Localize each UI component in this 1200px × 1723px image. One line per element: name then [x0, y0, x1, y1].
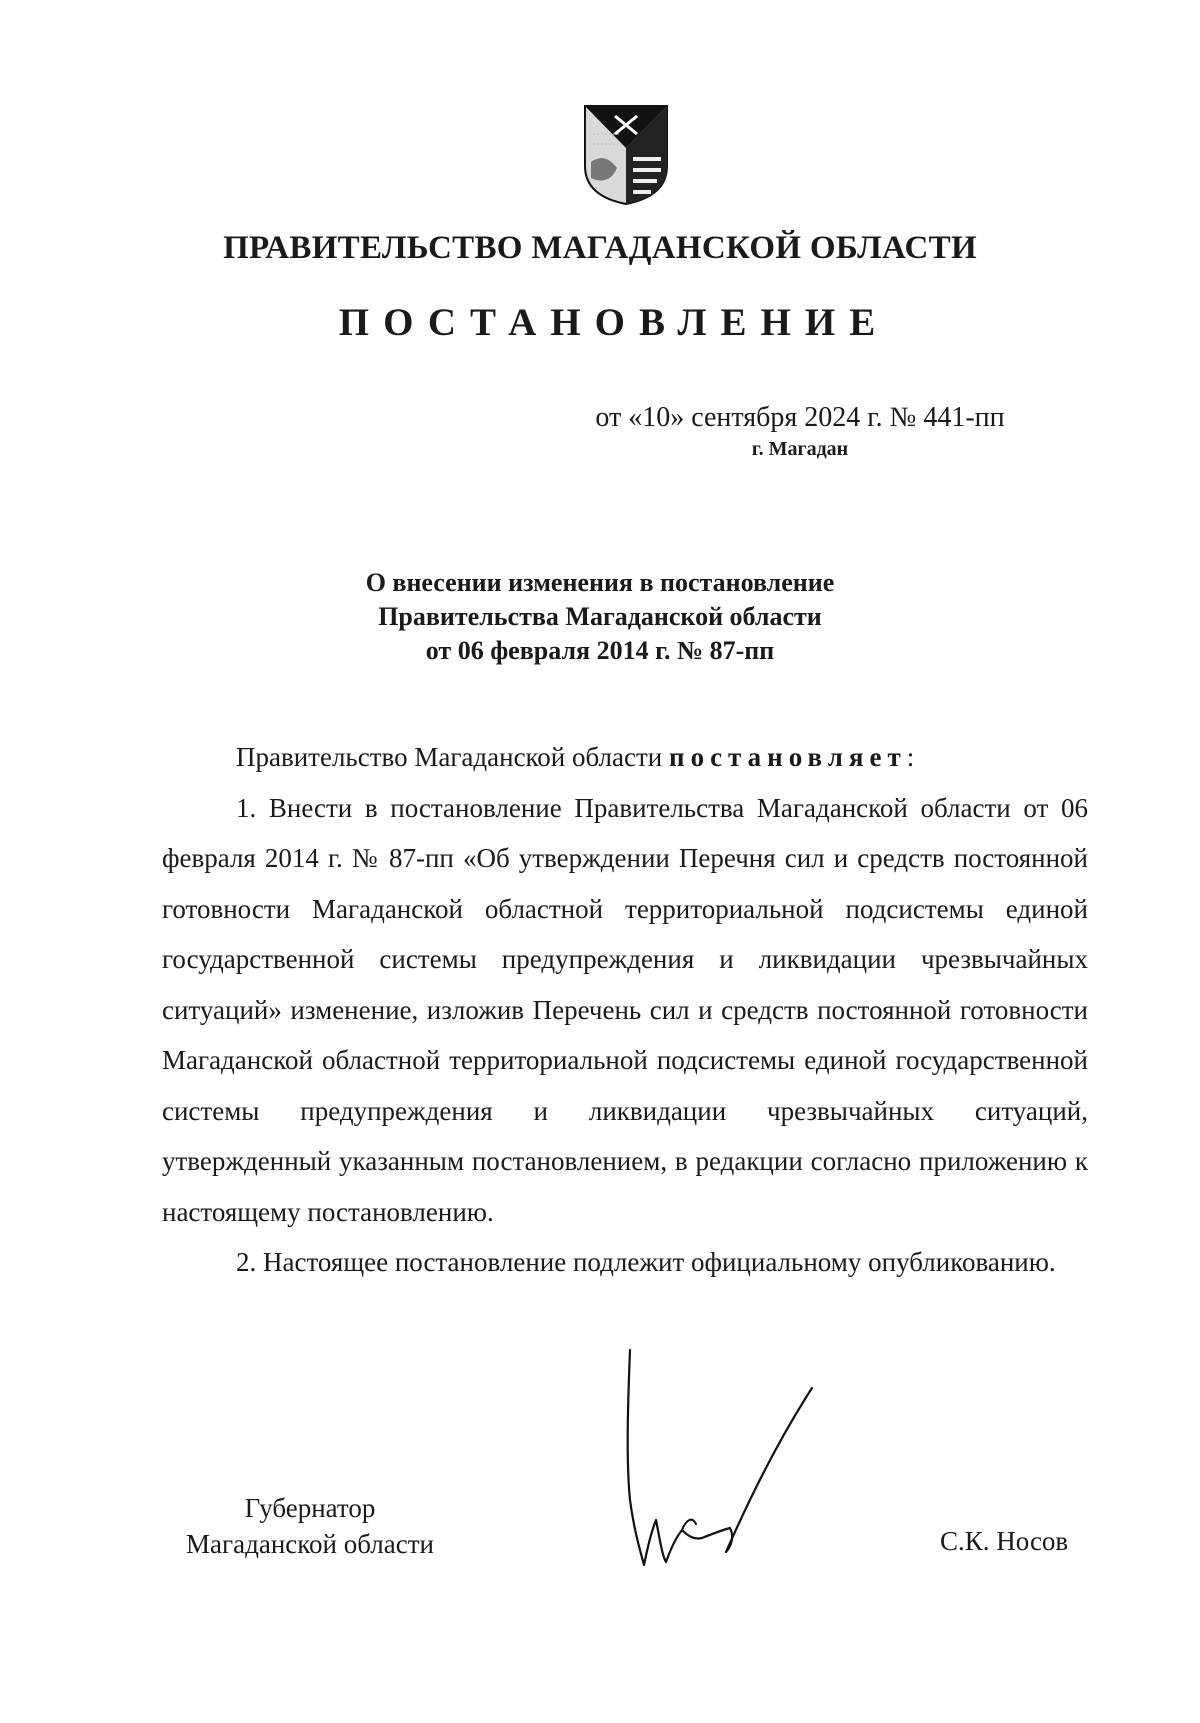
subject-line: от 06 февраля 2014 г. № 87-пп [425, 636, 775, 665]
preamble-text: Правительство Магаданской области [236, 742, 670, 772]
preamble-verb: постановляет [669, 742, 907, 772]
coat-of-arms-icon [583, 104, 669, 206]
item-1: 1. Внести в постановление Правительства Магаданской области от 06 февраля 2014 г. № 87-пп «Об утверждении Перечня сил и средств постоянной готовности Магаданской областной территориальной подсистемы единой государственной системы предупреждения и ликвидации чрезвычайных ситуаций» изменение, изложив Перечень сил и средств постоянной готовности Магаданской областной территориальной подсистемы единой государственной системы предупреждения и ликвидации чрезвычайных ситуаций, утвержденный указанным постановлением, в редакции согласно приложению к настоящему постановлению. [162, 792, 1088, 1227]
document-date-number: от «10» сентября 2024 г. № 441-пп [595, 402, 1005, 433]
document-subject [0, 566, 1200, 668]
document-type: ПОСТАНОВЛЕНИЕ [338, 301, 890, 344]
document-body [162, 732, 1088, 1288]
item-2: 2. Настоящее постановление подлежит официальному опубликованию. [236, 1247, 1056, 1277]
position-line: Магаданской области [186, 1529, 434, 1559]
handwritten-signature [622, 1340, 832, 1600]
subject-line: О внесении изменения в постановление [365, 568, 835, 597]
subject-line: Правительства Магаданской области [378, 602, 822, 631]
preamble [162, 732, 1088, 783]
government-title: ПРАВИТЕЛЬСТВО МАГАДАНСКОЙ ОБЛАСТИ [223, 230, 977, 266]
preamble-end: : [906, 742, 915, 772]
signatory-name: С.К. Носов [940, 1526, 1069, 1556]
position-line: Губернатор [244, 1493, 376, 1523]
signatory-position [160, 1490, 460, 1562]
document-city: г. Магадан [751, 438, 849, 460]
